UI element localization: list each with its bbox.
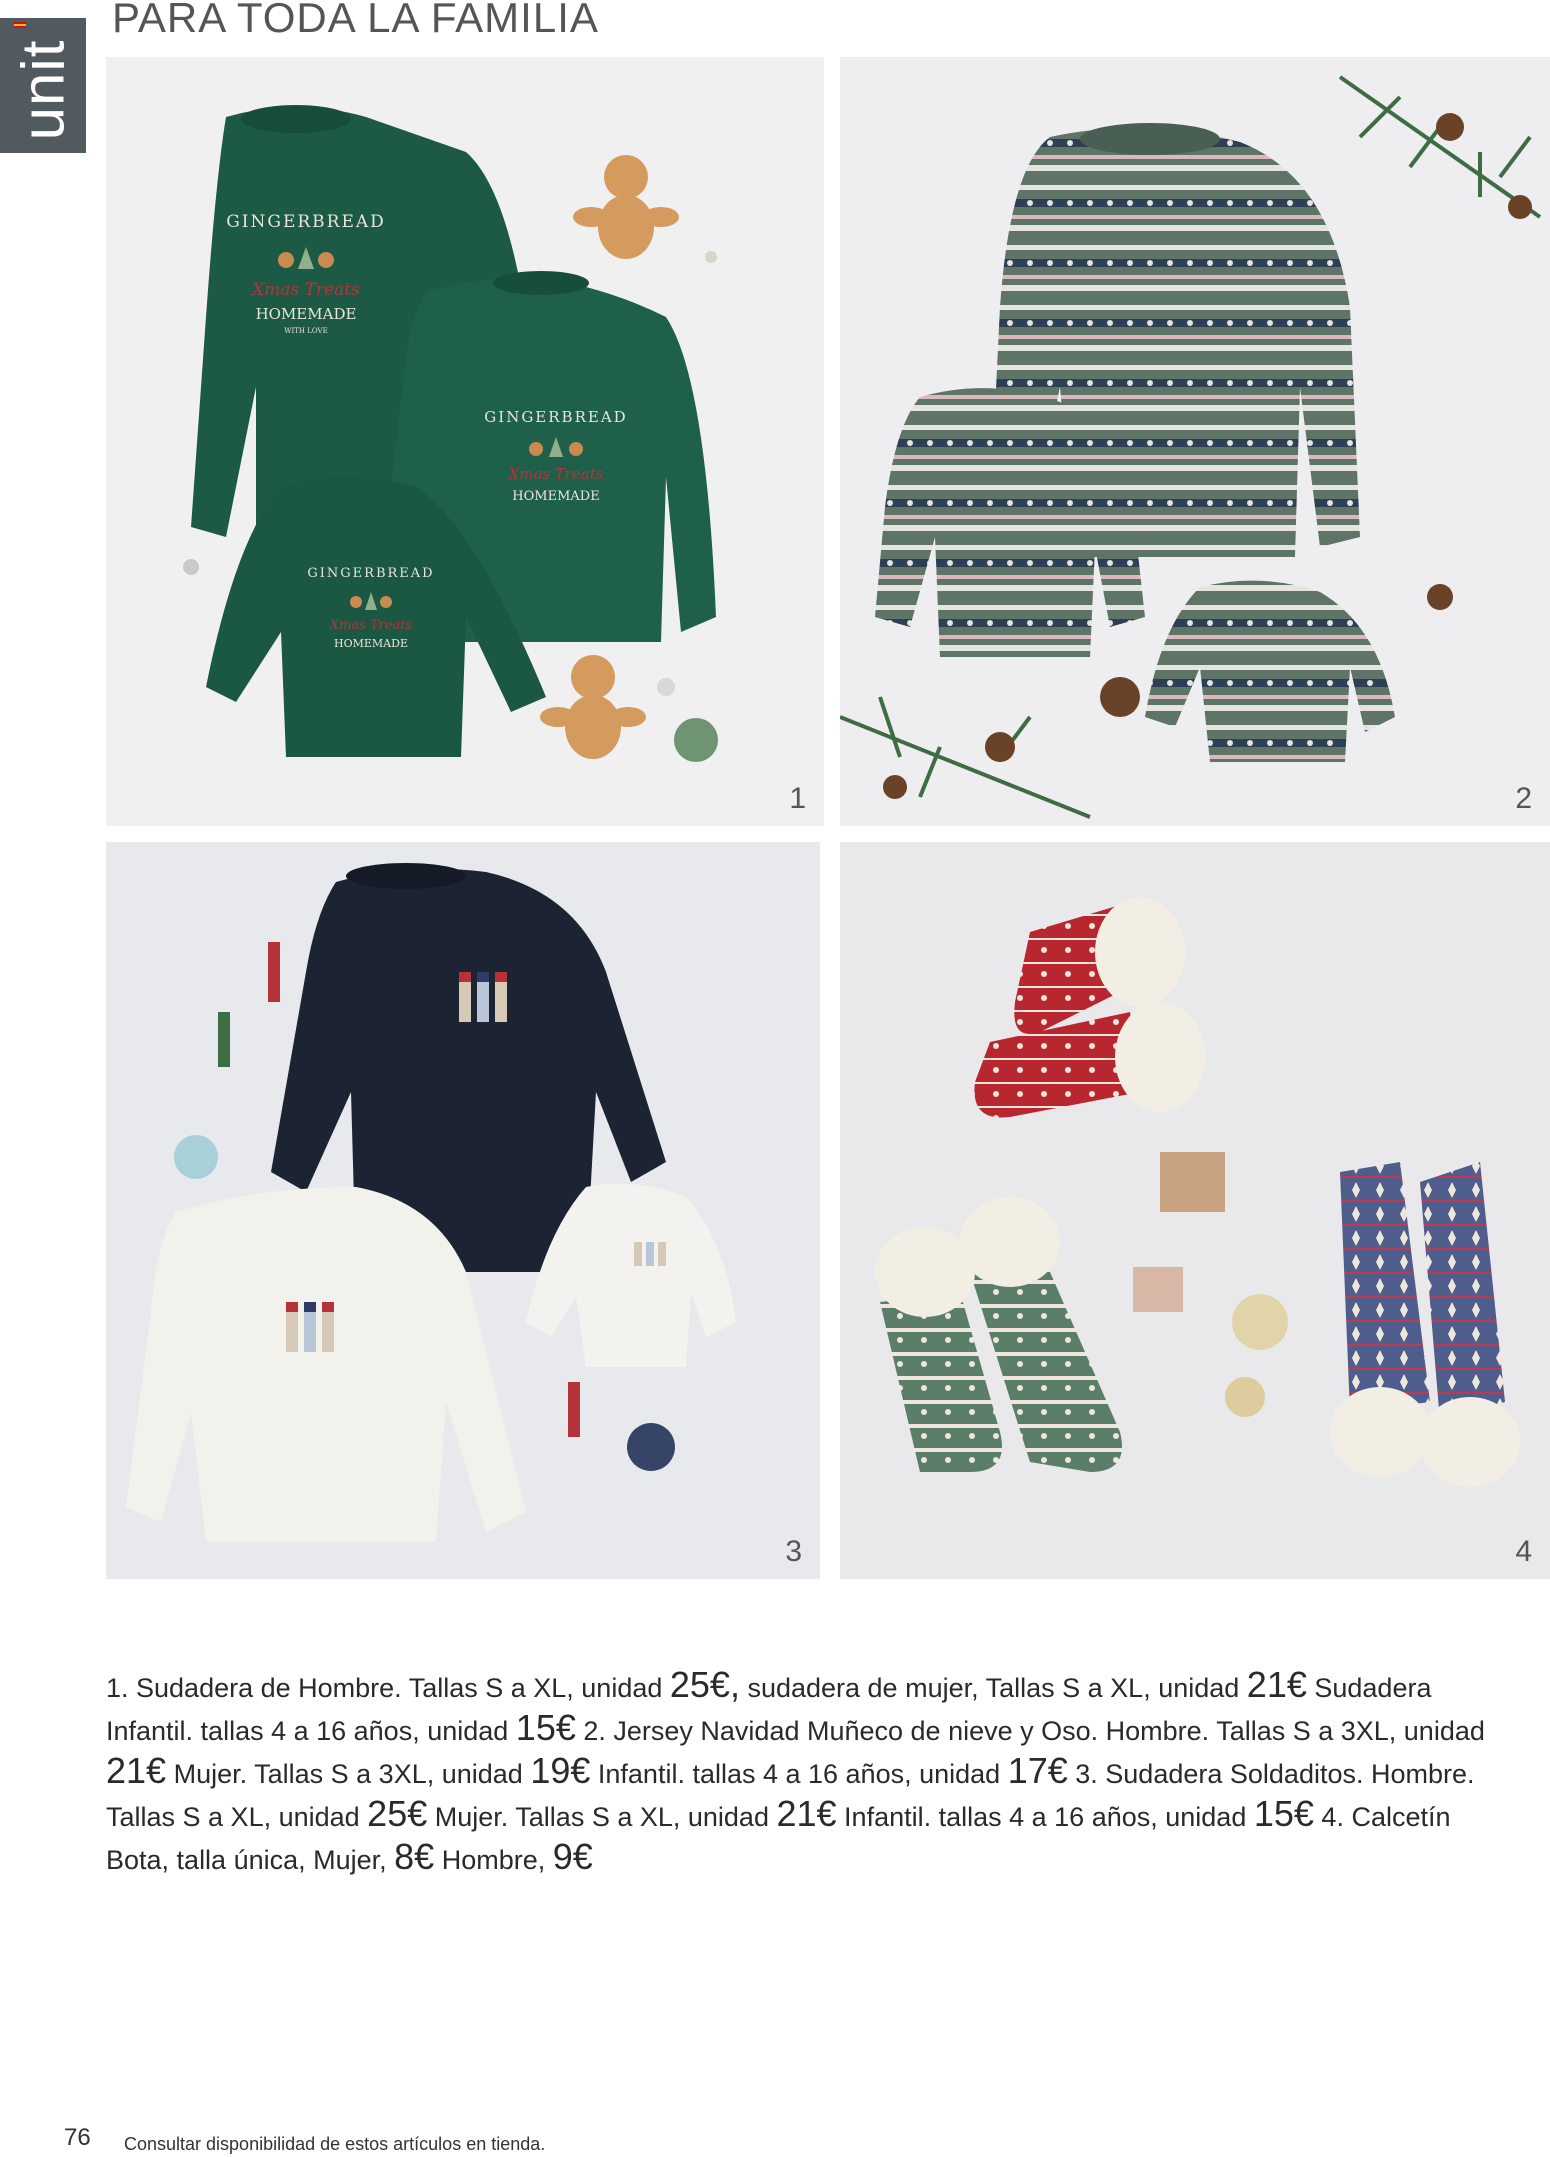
page-number: 76 bbox=[64, 2124, 91, 2151]
pine-cone-icon bbox=[1508, 195, 1532, 219]
ornament-icon bbox=[1232, 1294, 1288, 1350]
caption-text: Mujer. Tallas S a 3XL, unidad bbox=[166, 1759, 531, 1789]
photo-2 bbox=[840, 57, 1550, 826]
svg-text:Xmas Treats: Xmas Treats bbox=[329, 618, 413, 633]
price: 19€ bbox=[530, 1750, 591, 1791]
product-caption bbox=[106, 1665, 1506, 1880]
fleece-cuff-icon bbox=[1420, 1397, 1520, 1487]
christmas-socks-photo bbox=[840, 842, 1550, 1579]
pine-cone-icon bbox=[985, 732, 1015, 762]
svg-text:Xmas Treats: Xmas Treats bbox=[252, 280, 360, 300]
price: 8€ bbox=[394, 1836, 435, 1877]
ornament-icon bbox=[627, 1423, 675, 1471]
photo-number: 4 bbox=[1515, 1535, 1532, 1568]
pine-cone-icon bbox=[1427, 584, 1453, 610]
caption-text: Infantil. tallas 4 a 16 años, unidad bbox=[836, 1802, 1254, 1832]
caption-text: Mujer. Tallas S a XL, unidad bbox=[427, 1802, 777, 1832]
pine-cone-icon bbox=[883, 775, 907, 799]
fleece-cuff-icon bbox=[960, 1197, 1060, 1287]
toy-soldier-icon bbox=[568, 1382, 580, 1437]
nutcracker-print-icon bbox=[286, 1302, 334, 1352]
ornament-icon bbox=[674, 718, 718, 762]
caption-text: Sudadera Infantil. tallas 4 a 16 años, unidad bbox=[106, 1673, 1432, 1746]
blue-sock-icon bbox=[1420, 1162, 1505, 1422]
toy-soldier-icon bbox=[268, 942, 280, 1002]
price: 21€ bbox=[1246, 1664, 1307, 1705]
availability-note: Consultar disponibilidad de estos artículos en tienda. bbox=[124, 2134, 546, 2154]
gingerbread-cookie-icon bbox=[573, 155, 679, 259]
svg-text:GINGERBREAD: GINGERBREAD bbox=[226, 212, 386, 232]
brand-logo bbox=[0, 18, 86, 153]
price: 21€ bbox=[106, 1750, 167, 1791]
pine-cone-icon bbox=[1436, 113, 1464, 141]
gingerbread-sweatshirts-photo bbox=[106, 57, 824, 826]
ornament-icon bbox=[705, 251, 717, 263]
nutcracker-sweatshirts-photo bbox=[106, 842, 820, 1579]
gingerbread-cookie-icon bbox=[540, 655, 646, 759]
svg-text:HOMEMADE: HOMEMADE bbox=[512, 489, 600, 504]
ornament-icon bbox=[1225, 1377, 1265, 1417]
fleece-cuff-icon bbox=[1095, 897, 1185, 1007]
price: 25€ bbox=[367, 1793, 428, 1834]
price: 21€ bbox=[776, 1793, 837, 1834]
baby-fair-isle-jumper bbox=[1145, 581, 1395, 762]
red-sock-icon bbox=[974, 1012, 1140, 1118]
price: 17€ bbox=[1007, 1750, 1068, 1791]
photo-number: 2 bbox=[1515, 782, 1532, 815]
blue-sock-icon bbox=[1340, 1162, 1430, 1412]
ornament-icon bbox=[183, 559, 199, 575]
caption-text: Infantil. tallas 4 a 16 años, unidad bbox=[590, 1759, 1008, 1789]
spain-flag-icon bbox=[14, 22, 26, 28]
pine-cone-icon bbox=[1100, 677, 1140, 717]
photo-number: 3 bbox=[785, 1535, 802, 1568]
ornament-icon bbox=[174, 1135, 218, 1179]
caption-text: 3. Sudadera Soldaditos. Hombre. Tallas S a XL, unidad bbox=[106, 1759, 1475, 1832]
photo-1 bbox=[106, 57, 824, 826]
caption-text: Hombre, bbox=[434, 1845, 553, 1875]
caption-text: 2. Jersey Navidad Muñeco de nieve y Oso. Hombre. Tallas S a 3XL, unidad bbox=[575, 1716, 1485, 1746]
photo-4 bbox=[840, 842, 1550, 1579]
svg-text:GINGERBREAD: GINGERBREAD bbox=[484, 408, 628, 426]
svg-text:Xmas Treats: Xmas Treats bbox=[508, 465, 604, 483]
price: 15€ bbox=[1253, 1793, 1314, 1834]
nutcracker-print-icon bbox=[634, 1242, 666, 1266]
gift-box-icon bbox=[1160, 1152, 1225, 1212]
svg-text:HOMEMADE: HOMEMADE bbox=[334, 637, 408, 650]
price: 25€, bbox=[669, 1664, 740, 1705]
price: 15€ bbox=[515, 1707, 576, 1748]
svg-text:GINGERBREAD: GINGERBREAD bbox=[307, 566, 435, 581]
green-sock-icon bbox=[880, 1292, 1002, 1472]
toy-soldier-icon bbox=[218, 1012, 230, 1067]
svg-text:WITH LOVE: WITH LOVE bbox=[284, 327, 328, 335]
photo-number: 1 bbox=[789, 782, 806, 815]
caption-text: sudadera de mujer, Tallas S a XL, unidad bbox=[739, 1673, 1247, 1703]
caption-text: 1. Sudadera de Hombre. Tallas S a XL, unidad bbox=[106, 1673, 670, 1703]
fair-isle-jumpers-photo bbox=[840, 57, 1550, 826]
price: 9€ bbox=[552, 1836, 593, 1877]
fleece-cuff-icon bbox=[1330, 1387, 1430, 1477]
caption-text: 4. Calcetín Bota, talla única, Mujer, bbox=[106, 1802, 1451, 1875]
gift-box-icon bbox=[1133, 1267, 1183, 1312]
page-title: PARA TODA LA FAMILIA bbox=[112, 0, 599, 41]
fleece-cuff-icon bbox=[875, 1227, 975, 1317]
svg-text:HOMEMADE: HOMEMADE bbox=[255, 305, 357, 323]
brand-logo-text: unit bbox=[9, 39, 77, 141]
photo-3 bbox=[106, 842, 820, 1579]
ornament-icon bbox=[657, 678, 675, 696]
fleece-cuff-icon bbox=[1115, 1002, 1205, 1112]
nutcracker-print-icon bbox=[459, 972, 507, 1022]
